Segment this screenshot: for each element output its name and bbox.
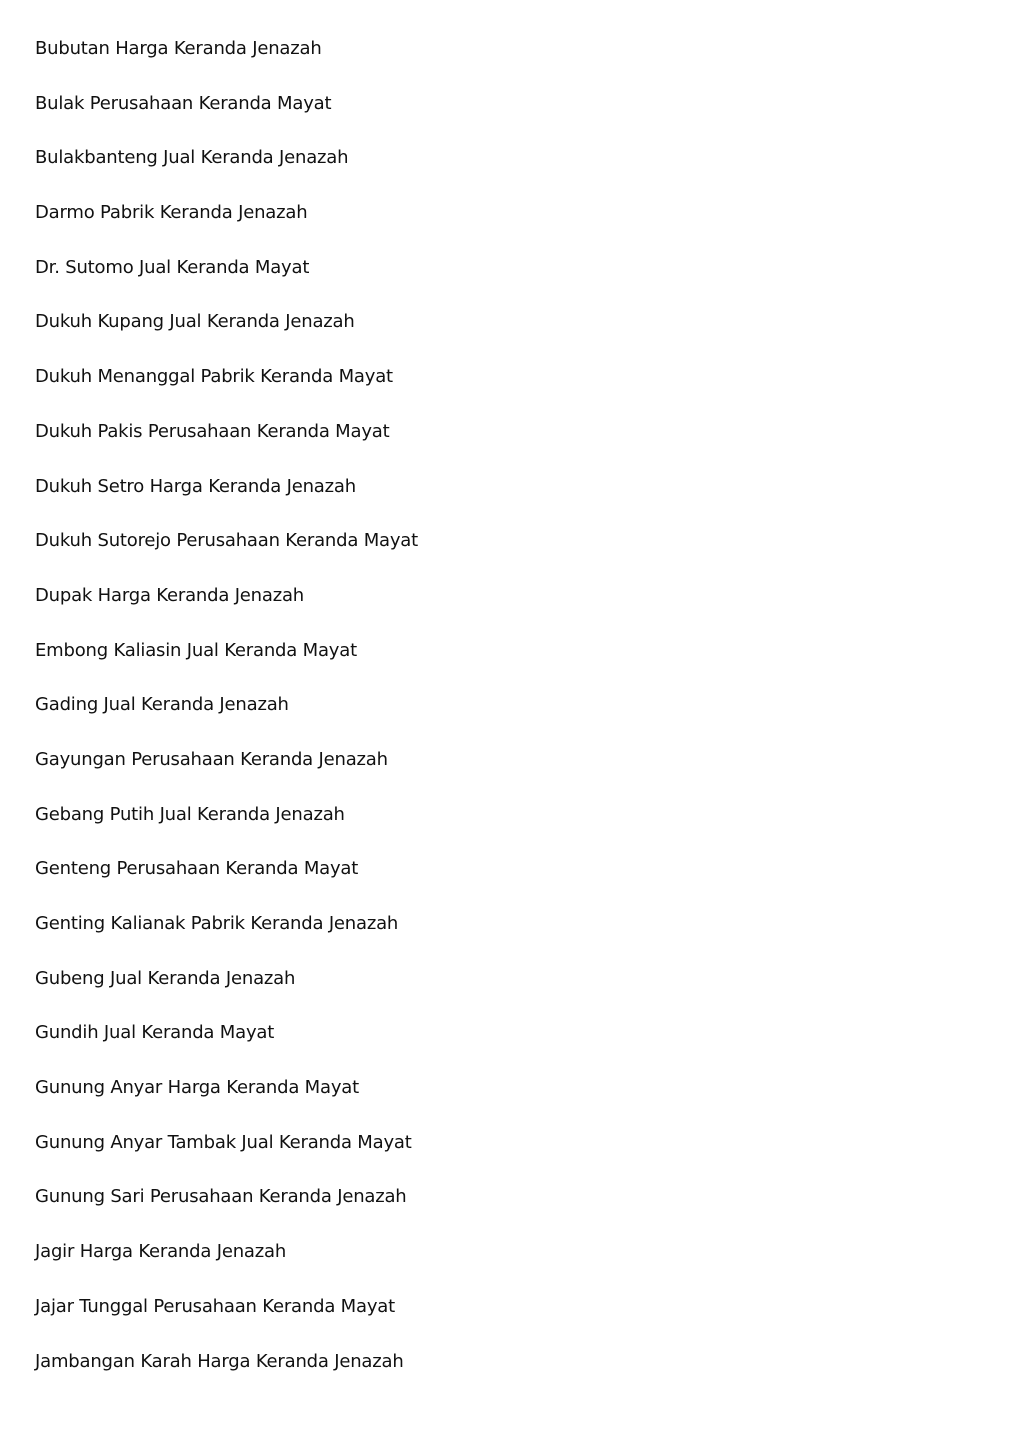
list-item: Gunung Sari Perusahaan Keranda Jenazah <box>35 1186 407 1208</box>
list-item: Genteng Perusahaan Keranda Mayat <box>35 858 359 880</box>
list-item: Bulak Perusahaan Keranda Mayat <box>35 92 332 114</box>
list-item: Gunung Anyar Harga Keranda Mayat <box>35 1077 359 1099</box>
list-item: Genting Kalianak Pabrik Keranda Jenazah <box>35 913 399 934</box>
list-item: Gading Jual Keranda Jenazah <box>35 694 289 716</box>
list-item: Dupak Harga Keranda Jenazah <box>35 584 305 606</box>
list-item: Dukuh Sutorejo Perusahaan Keranda Mayat <box>35 530 418 552</box>
keyword-list <box>35 37 418 1404</box>
list-item: Bulakbanteng Jual Keranda Jenazah <box>35 147 349 169</box>
list-item: Jajar Tunggal Perusahaan Keranda Mayat <box>35 1295 395 1317</box>
list-item: Darmo Pabrik Keranda Jenazah <box>35 202 308 224</box>
list-item: Jambangan Karah Harga Keranda Jenazah <box>35 1350 404 1372</box>
list-item: Dukuh Setro Harga Keranda Jenazah <box>35 475 356 497</box>
list-item: Bubutan Harga Keranda Jenazah <box>35 38 322 59</box>
list-item: Gayungan Perusahaan Keranda Jenazah <box>35 748 388 770</box>
list-item: Dr. Sutomo Jual Keranda Mayat <box>35 256 310 278</box>
list-item: Dukuh Kupang Jual Keranda Jenazah <box>35 311 355 333</box>
list-item: Dukuh Pakis Perusahaan Keranda Mayat <box>35 420 390 442</box>
list-item: Gebang Putih Jual Keranda Jenazah <box>35 803 345 825</box>
list-item: Embong Kaliasin Jual Keranda Mayat <box>35 639 357 661</box>
list-item: Dukuh Menanggal Pabrik Keranda Mayat <box>35 366 393 388</box>
list-item: Gunung Anyar Tambak Jual Keranda Mayat <box>35 1131 412 1153</box>
list-item: Gundih Jual Keranda Mayat <box>35 1022 275 1044</box>
list-item: Jagir Harga Keranda Jenazah <box>35 1241 287 1263</box>
list-item: Gubeng Jual Keranda Jenazah <box>35 967 296 989</box>
